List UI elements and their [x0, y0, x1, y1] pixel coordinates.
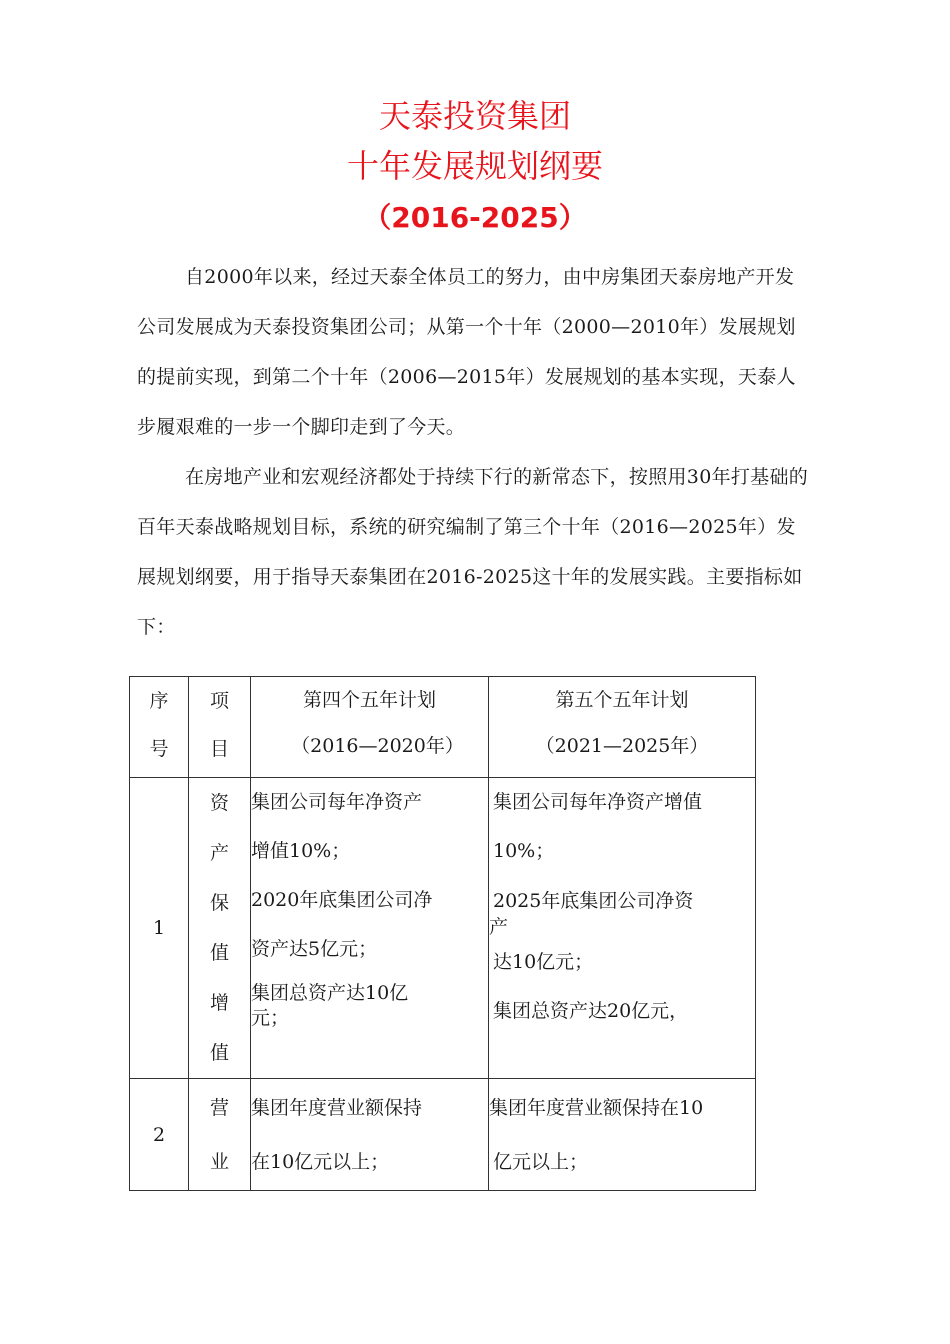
row-plan-5: 集团公司每年净资产增值 10%； 2025年底集团公司净资 产 达10亿元； 集团总资产达20亿元，: [489, 778, 756, 1079]
row-number: 1: [130, 778, 189, 1079]
table-row: [130, 1079, 756, 1191]
row-number: 2: [130, 1079, 189, 1191]
doc-period: （2016-2025）: [363, 201, 587, 234]
header-seq: 序 号: [130, 677, 189, 778]
header-plan-4: 第四个五年计划 （2016—2020年）: [251, 677, 489, 778]
row-item: 营 业: [189, 1079, 251, 1191]
intro-paragraph-2: 在房地产业和宏观经济都处于持续下行的新常态下，按照用30年打基础的百年天泰战略规划目标，系统的研究编制了第三个十年（2016—2025年）发展规划纲要，用于指导天泰集团在2016-2025这十年的发展实践。主要指标如下：: [137, 466, 809, 638]
row-plan-4: 集团公司每年净资产 增值10%； 2020年底集团公司净 资产达5亿元； 集团总资产达10亿 元；: [251, 778, 489, 1079]
intro-paragraph-1: 自2000年以来，经过天泰全体员工的努力，由中房集团天泰房地产开发公司发展成为天泰投资集团公司；从第一个十年（2000—2010年）发展规划的提前实现，到第二个十年（2006—2015年）发展规划的基本实现，天泰人步履艰难的一步一个脚印走到了今天。: [137, 266, 796, 438]
table-row: [130, 778, 756, 1079]
header-item: 项 目: [189, 677, 251, 778]
row-plan-5: 集团年度营业额保持在10 亿元以上；: [489, 1079, 756, 1191]
doc-subtitle: 十年发展规划纲要: [346, 147, 603, 185]
indicator-table: [129, 676, 756, 1191]
doc-title: 天泰投资集团: [378, 97, 571, 135]
row-item: 资 产 保 值 增 值: [189, 778, 251, 1079]
row-plan-4: 集团年度营业额保持 在10亿元以上；: [251, 1079, 489, 1191]
header-plan-5: 第五个五年计划 （2021—2025年）: [489, 677, 756, 778]
table-header-row: [130, 677, 756, 778]
